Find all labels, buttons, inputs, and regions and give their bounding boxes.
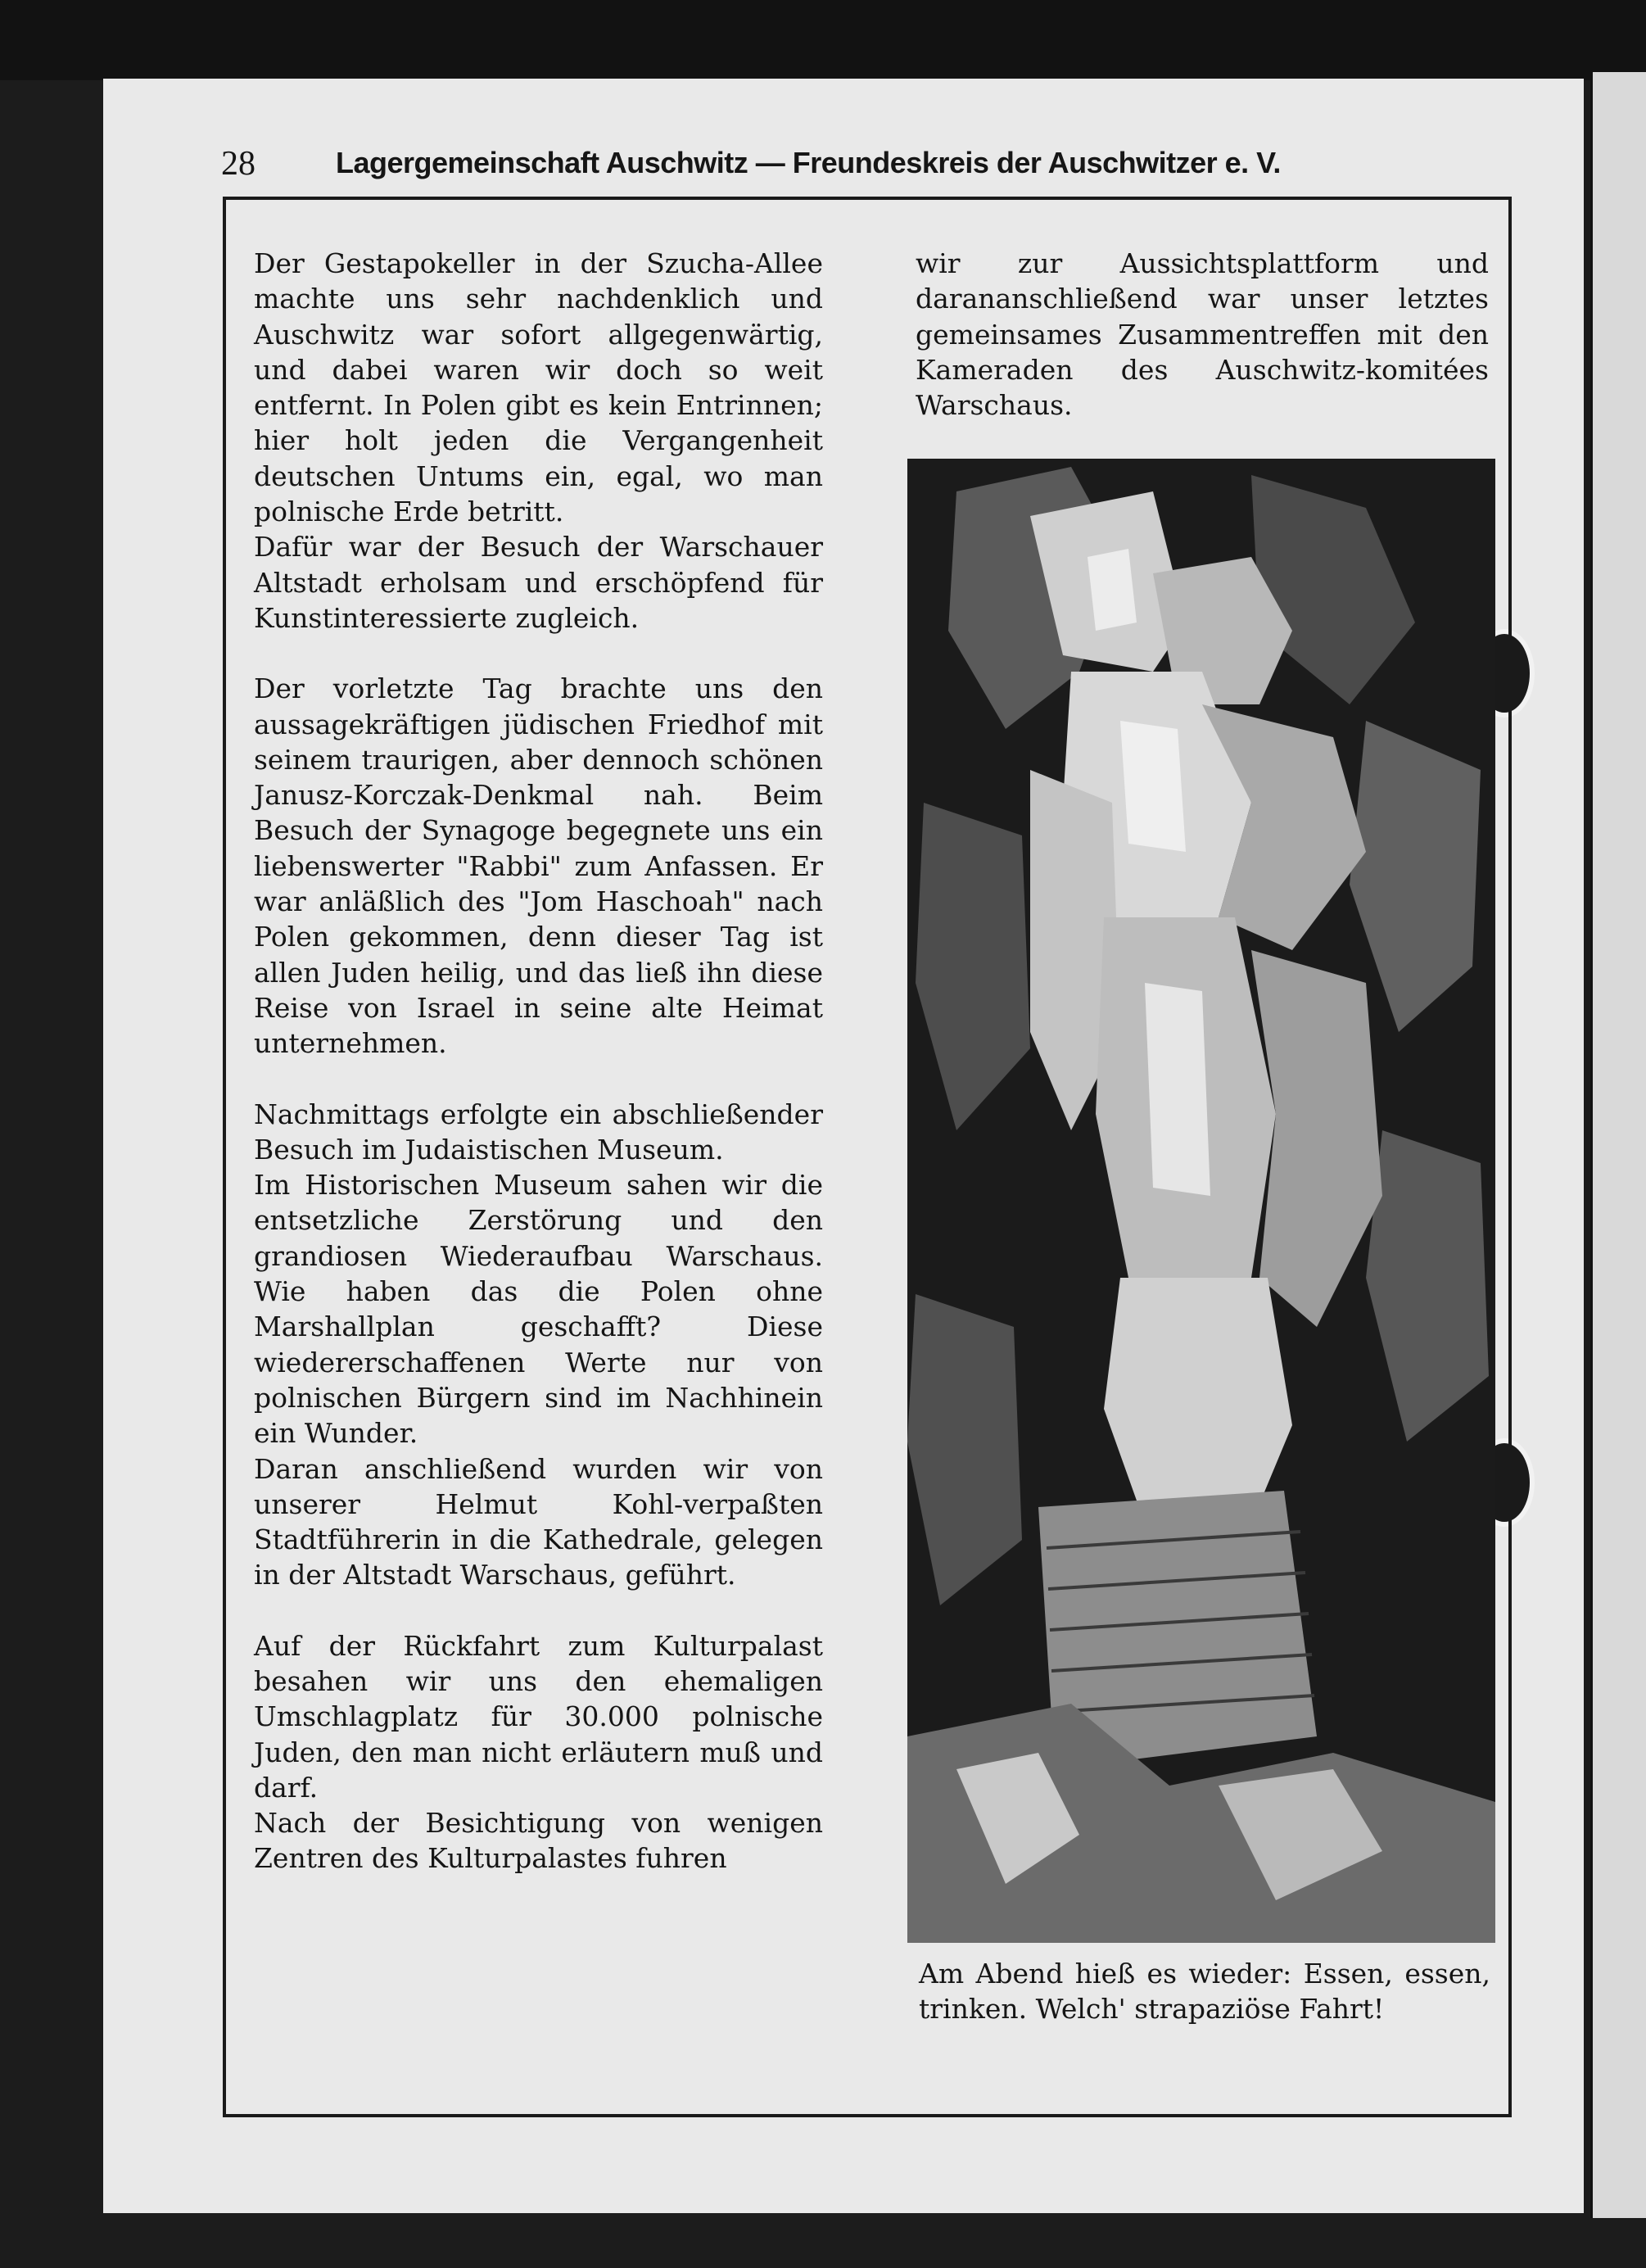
scan-background xyxy=(0,0,1646,80)
paragraph-kathedrale: Daran anschließend wurden wir von unserer Helmut Kohl-verpaßten Stadtführerin in die Kathedrale, gelegen in der Altstadt Warschaus, geführt. xyxy=(254,1452,823,1591)
right-text-column-bottom xyxy=(919,1956,1490,2027)
relief-image xyxy=(907,459,1495,1943)
page-header-title: Lagergemeinschaft Auschwitz — Freundeskreis der Auschwitzer e. V. xyxy=(336,146,1281,179)
paragraph-historisches-museum: Im Historischen Museum sahen wir die entsetzliche Zerstörung und den grandiosen Wiederaufbau Warschaus. Wie haben das die Polen ohne Marshallplan geschafft? Diese wiedererschaffenen Werte nur von polnischen Bürgern sind im Nachhinein ein Wunder. xyxy=(254,1169,823,1450)
monument-relief-photo xyxy=(907,459,1495,1943)
paragraph-umschlagplatz: Auf der Rückfahrt zum Kulturpalast besahen wir uns den ehemaligen Umschlagplatz für 30.000 polnische Juden, den man nicht erläutern muß und darf. xyxy=(254,1629,823,1804)
paragraph-abend: Am Abend hieß es wieder: Essen, essen, trinken. Welch' strapaziöse Fahrt! xyxy=(919,1958,1490,2026)
page-number: 28 xyxy=(221,145,255,183)
paragraph-gestapokeller: Der Gestapokeller in der Szucha-Allee machte uns sehr nachdenklich und Auschwitz war sofort allgegenwärtig, und dabei waren wir doch so weit entfernt. In Polen gibt es kein Entrinnen; hier holt jeden die Vergangenheit deutschen Untums ein, egal, wo man polnische Erde betritt. xyxy=(254,247,823,528)
paragraph-kulturpalast: Nach der Besichtigung von wenigen Zentren des Kulturpalastes fuhren xyxy=(254,1807,823,1875)
adjacent-page-edge xyxy=(1590,72,1646,2218)
paragraph-judaistisches-museum: Nachmittags erfolgte ein abschließender Besuch im Judaistischen Museum. xyxy=(254,1098,823,1166)
right-text-column-top xyxy=(916,246,1489,423)
paragraph-altstadt: Dafür war der Besuch der Warschauer Altstadt erholsam und erschöpfend für Kunstinteressierte zugleich. xyxy=(254,531,823,634)
paragraph-aussichtsplattform: wir zur Aussichtsplattform und darananschließend war unser letztes gemeinsames Zusammentreffen mit den Kameraden des Auschwitz-komitées Warschaus. xyxy=(916,247,1489,422)
paragraph-friedhof: Der vorletzte Tag brachte uns den aussagekräftigen jüdischen Friedhof mit seinem traurigen, aber dennoch schönen Janusz-Korczak-Denkmal nah. Beim Besuch der Synagoge begegnete uns ein liebenswerter "Rabbi" zum Anfassen. Er war anläßlich des "Jom Haschoah" nach Polen gekommen, denn dieser Tag ist allen Juden heilig, und das ließ ihn diese Reise von Israel in seine alte Heimat unternehmen. xyxy=(254,672,823,1060)
left-text-column xyxy=(254,246,823,1876)
